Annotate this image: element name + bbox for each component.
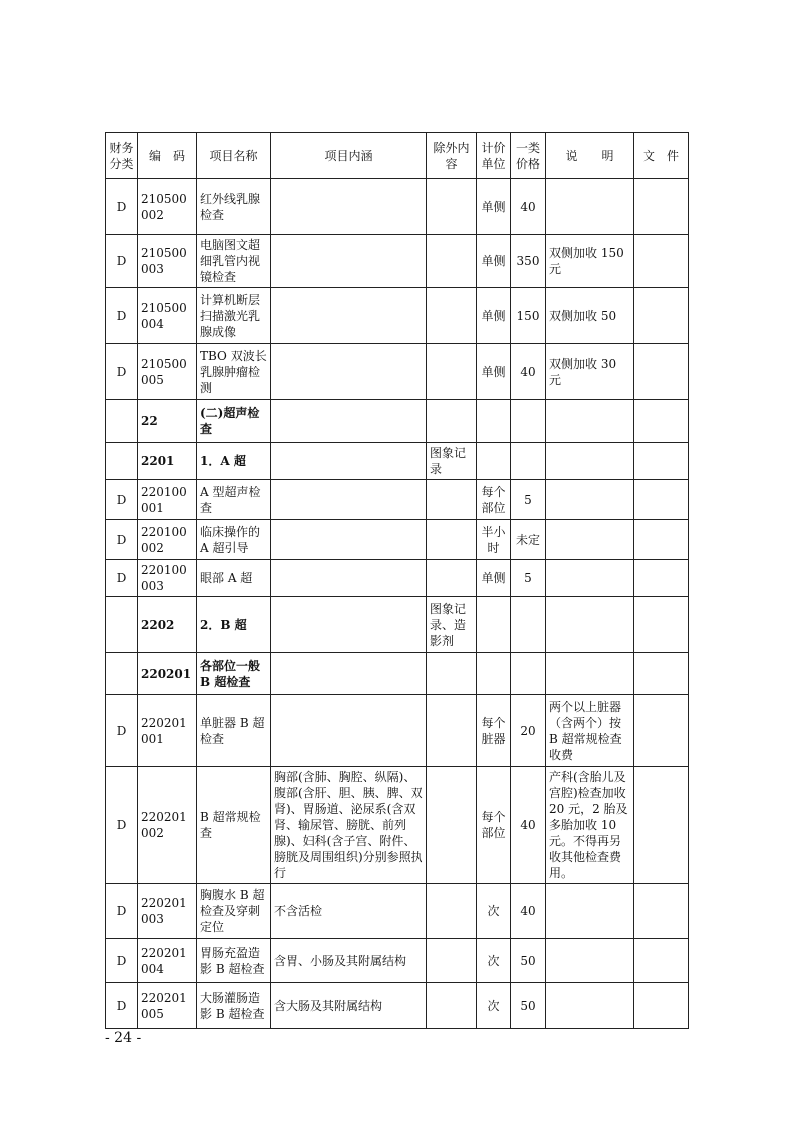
cell-notes — [546, 520, 634, 560]
cell-code: 2202 — [138, 597, 197, 653]
cell-item-name: 各部位一般 B 超检查 — [197, 653, 271, 695]
cell-document — [634, 179, 689, 235]
cell-notes: 两个以上脏器（含两个）按 B 超常规检查收费 — [546, 695, 634, 767]
table-row — [106, 179, 689, 235]
cell-price: 20 — [511, 695, 546, 767]
cell-unit: 单侧 — [477, 179, 511, 235]
cell-unit — [477, 597, 511, 653]
cell-document — [634, 288, 689, 344]
cell-price: 50 — [511, 939, 546, 983]
table-row — [106, 695, 689, 767]
cell-unit: 单侧 — [477, 288, 511, 344]
cell-notes — [546, 939, 634, 983]
cell-notes — [546, 443, 634, 480]
cell-notes — [546, 653, 634, 695]
cell-item-content: 含胃、小肠及其附属结构 — [271, 939, 427, 983]
cell-item-name: B 超常规检查 — [197, 767, 271, 884]
cell-item-name: 红外线乳腺检查 — [197, 179, 271, 235]
cell-unit — [477, 400, 511, 443]
header-finance-category: 财务分类 — [106, 133, 138, 179]
cell-item-content — [271, 480, 427, 520]
header-code: 编 码 — [138, 133, 197, 179]
cell-item-name: 1．A 超 — [197, 443, 271, 480]
cell-price: 40 — [511, 884, 546, 939]
header-document: 文 件 — [634, 133, 689, 179]
cell-notes — [546, 597, 634, 653]
cell-item-content — [271, 597, 427, 653]
cell-code: 210500005 — [138, 344, 197, 400]
cell-code: 210500004 — [138, 288, 197, 344]
header-item-content: 项目内涵 — [271, 133, 427, 179]
table-row — [106, 480, 689, 520]
cell-notes — [546, 179, 634, 235]
cell-unit: 次 — [477, 983, 511, 1029]
cell-finance-category: D — [106, 480, 138, 520]
cell-code: 22 — [138, 400, 197, 443]
cell-finance-category: D — [106, 235, 138, 288]
cell-price: 5 — [511, 560, 546, 597]
cell-document — [634, 560, 689, 597]
cell-unit: 次 — [477, 884, 511, 939]
cell-finance-category — [106, 597, 138, 653]
cell-item-content: 不含活检 — [271, 884, 427, 939]
cell-item-name: 临床操作的 A 超引导 — [197, 520, 271, 560]
cell-document — [634, 695, 689, 767]
header-row — [106, 133, 689, 179]
cell-item-content — [271, 520, 427, 560]
cell-excluded-content — [427, 767, 477, 884]
cell-finance-category: D — [106, 983, 138, 1029]
cell-excluded-content — [427, 179, 477, 235]
header-price: 一类价格 — [511, 133, 546, 179]
cell-item-content — [271, 235, 427, 288]
cell-notes: 双侧加收 30 元 — [546, 344, 634, 400]
cell-code: 220201002 — [138, 767, 197, 884]
cell-unit: 次 — [477, 939, 511, 983]
cell-excluded-content — [427, 480, 477, 520]
cell-price — [511, 443, 546, 480]
table-row — [106, 235, 689, 288]
cell-code: 220201 — [138, 653, 197, 695]
table-row — [106, 884, 689, 939]
header-unit: 计价单位 — [477, 133, 511, 179]
cell-item-name: TBO 双波长乳腺肿瘤检测 — [197, 344, 271, 400]
cell-item-name: 胃肠充盈造影 B 超检查 — [197, 939, 271, 983]
cell-item-name: A 型超声检查 — [197, 480, 271, 520]
cell-document — [634, 597, 689, 653]
cell-code: 220201003 — [138, 884, 197, 939]
cell-finance-category: D — [106, 939, 138, 983]
table-row — [106, 520, 689, 560]
cell-finance-category: D — [106, 179, 138, 235]
cell-price — [511, 597, 546, 653]
cell-document — [634, 767, 689, 884]
cell-document — [634, 344, 689, 400]
cell-code: 220201005 — [138, 983, 197, 1029]
cell-code: 220100002 — [138, 520, 197, 560]
cell-unit: 半小时 — [477, 520, 511, 560]
cell-item-name: 2．B 超 — [197, 597, 271, 653]
cell-excluded-content: 图象记录、造影剂 — [427, 597, 477, 653]
cell-price: 150 — [511, 288, 546, 344]
cell-item-content — [271, 695, 427, 767]
cell-excluded-content: 图象记录 — [427, 443, 477, 480]
cell-unit: 单侧 — [477, 235, 511, 288]
cell-finance-category: D — [106, 884, 138, 939]
cell-notes — [546, 560, 634, 597]
cell-price: 40 — [511, 767, 546, 884]
cell-item-name: 胸腹水 B 超检查及穿刺定位 — [197, 884, 271, 939]
table-row — [106, 597, 689, 653]
cell-excluded-content — [427, 400, 477, 443]
cell-unit — [477, 653, 511, 695]
cell-notes — [546, 400, 634, 443]
cell-item-content: 含大肠及其附属结构 — [271, 983, 427, 1029]
table-row — [106, 767, 689, 884]
cell-document — [634, 939, 689, 983]
cell-finance-category: D — [106, 560, 138, 597]
cell-price — [511, 653, 546, 695]
cell-unit: 每个部位 — [477, 480, 511, 520]
cell-document — [634, 235, 689, 288]
cell-excluded-content — [427, 560, 477, 597]
cell-document — [634, 884, 689, 939]
table-row — [106, 400, 689, 443]
cell-code: 220100001 — [138, 480, 197, 520]
cell-item-content: 胸部(含肺、胸腔、纵隔)、腹部(含肝、胆、胰、脾、双肾)、胃肠道、泌尿系(含双肾、输尿管、膀胱、前列腺)、妇科(含子宫、附件、膀胱及周围组织)分别参照执行 — [271, 767, 427, 884]
table-row — [106, 983, 689, 1029]
cell-document — [634, 480, 689, 520]
cell-notes — [546, 884, 634, 939]
cell-code: 210500003 — [138, 235, 197, 288]
cell-excluded-content — [427, 884, 477, 939]
cell-code: 220100003 — [138, 560, 197, 597]
cell-item-name: 电脑图文超细乳管内视镜检查 — [197, 235, 271, 288]
cell-item-content — [271, 400, 427, 443]
cell-price: 40 — [511, 179, 546, 235]
cell-excluded-content — [427, 520, 477, 560]
cell-price: 5 — [511, 480, 546, 520]
cell-finance-category: D — [106, 767, 138, 884]
cell-item-name: (二)超声检查 — [197, 400, 271, 443]
cell-unit: 单侧 — [477, 560, 511, 597]
cell-item-name: 单脏器 B 超检查 — [197, 695, 271, 767]
cell-code: 2201 — [138, 443, 197, 480]
cell-finance-category: D — [106, 288, 138, 344]
page-number: - 24 - — [105, 1030, 142, 1046]
header-excluded-content: 除外内容 — [427, 133, 477, 179]
header-notes: 说 明 — [546, 133, 634, 179]
cell-excluded-content — [427, 235, 477, 288]
header-item-name: 项目名称 — [197, 133, 271, 179]
cell-document — [634, 983, 689, 1029]
cell-item-name: 大肠灌肠造影 B 超检查 — [197, 983, 271, 1029]
cell-code: 220201001 — [138, 695, 197, 767]
fee-table — [105, 132, 689, 1029]
cell-notes: 双侧加收 50 — [546, 288, 634, 344]
table-row — [106, 443, 689, 480]
cell-item-content — [271, 344, 427, 400]
cell-document — [634, 400, 689, 443]
table-row — [106, 939, 689, 983]
cell-unit: 单侧 — [477, 344, 511, 400]
cell-finance-category: D — [106, 344, 138, 400]
cell-item-name: 计算机断层扫描激光乳腺成像 — [197, 288, 271, 344]
table-row — [106, 344, 689, 400]
cell-item-content — [271, 179, 427, 235]
cell-finance-category — [106, 443, 138, 480]
cell-document — [634, 520, 689, 560]
cell-excluded-content — [427, 939, 477, 983]
cell-price: 未定 — [511, 520, 546, 560]
cell-price — [511, 400, 546, 443]
cell-notes: 产科(含胎儿及宫腔)检查加收 20 元，2 胎及多胎加收 10 元。不得再另收其他检查费用。 — [546, 767, 634, 884]
cell-finance-category — [106, 653, 138, 695]
cell-finance-category: D — [106, 520, 138, 560]
cell-document — [634, 653, 689, 695]
cell-excluded-content — [427, 288, 477, 344]
cell-code: 220201004 — [138, 939, 197, 983]
table-row — [106, 288, 689, 344]
cell-notes: 双侧加收 150元 — [546, 235, 634, 288]
table-row — [106, 560, 689, 597]
cell-item-content — [271, 560, 427, 597]
cell-finance-category — [106, 400, 138, 443]
cell-price: 50 — [511, 983, 546, 1029]
cell-notes — [546, 983, 634, 1029]
cell-item-content — [271, 443, 427, 480]
cell-excluded-content — [427, 983, 477, 1029]
cell-unit: 每个部位 — [477, 767, 511, 884]
cell-price: 350 — [511, 235, 546, 288]
cell-item-content — [271, 288, 427, 344]
cell-excluded-content — [427, 344, 477, 400]
cell-unit — [477, 443, 511, 480]
cell-price: 40 — [511, 344, 546, 400]
cell-excluded-content — [427, 695, 477, 767]
cell-code: 210500002 — [138, 179, 197, 235]
cell-finance-category: D — [106, 695, 138, 767]
cell-excluded-content — [427, 653, 477, 695]
cell-notes — [546, 480, 634, 520]
cell-document — [634, 443, 689, 480]
table-row — [106, 653, 689, 695]
cell-unit: 每个脏器 — [477, 695, 511, 767]
cell-item-content — [271, 653, 427, 695]
cell-item-name: 眼部 A 超 — [197, 560, 271, 597]
